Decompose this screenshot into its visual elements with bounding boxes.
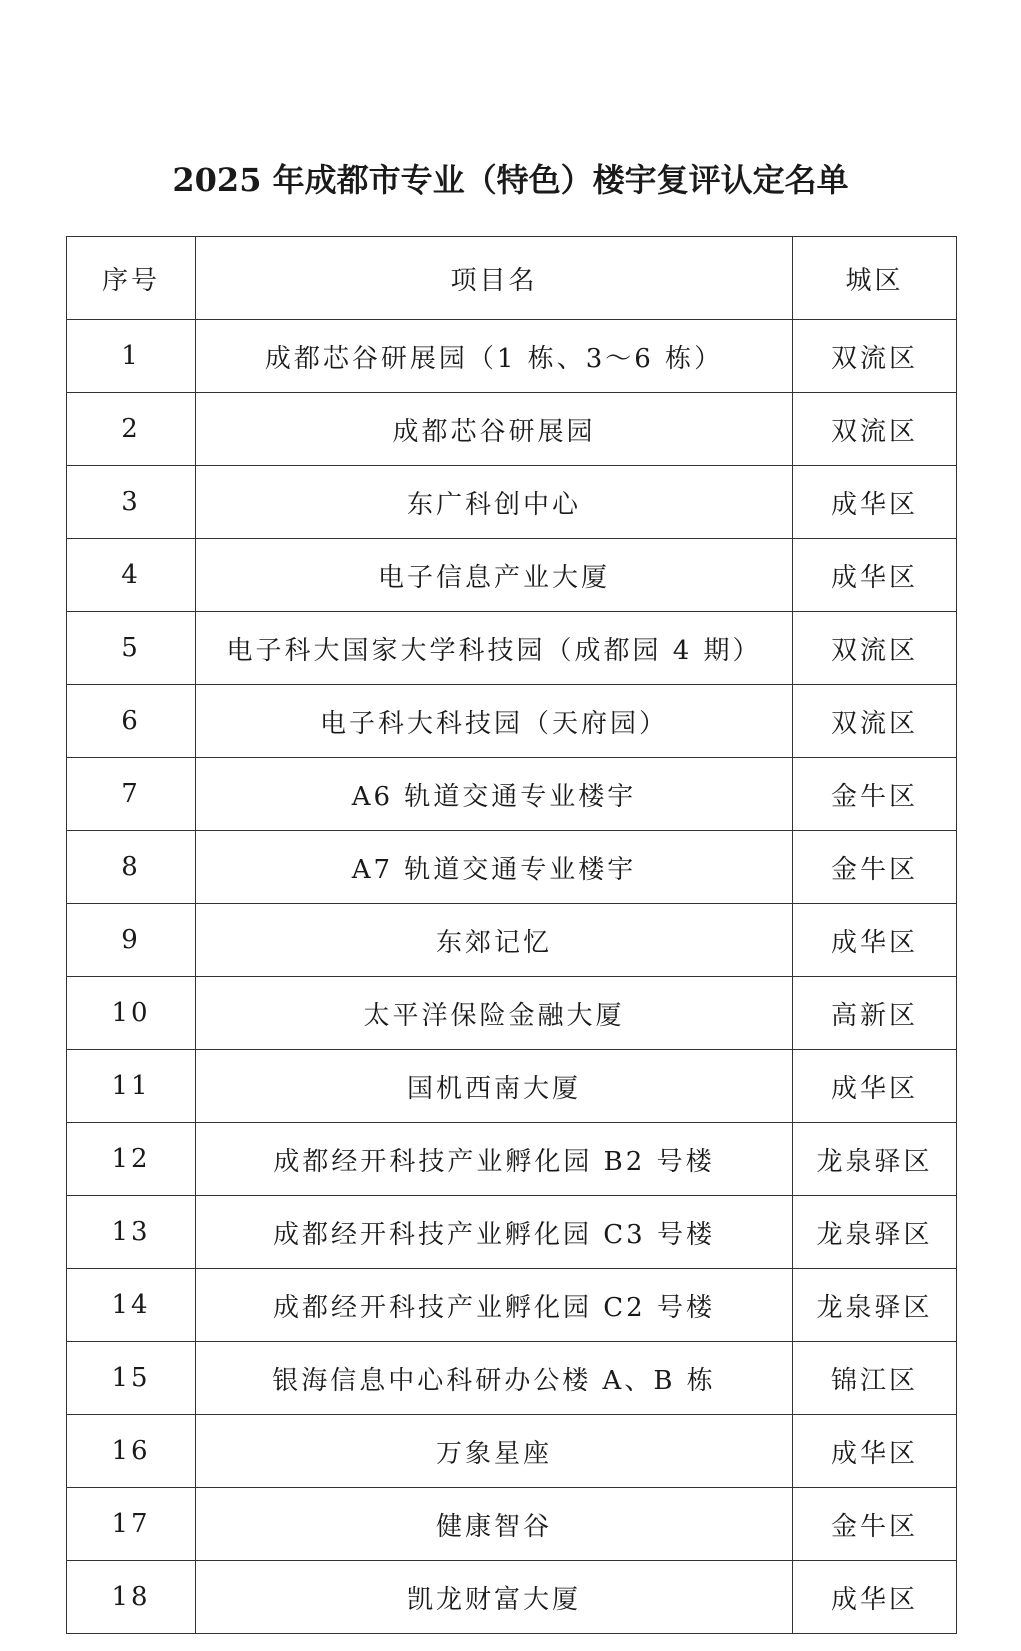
cell-name: 电子科大国家大学科技园（成都园 4 期） [196,612,793,685]
header-row [67,237,957,320]
cell-seq: 12 [67,1123,196,1196]
cell-seq: 9 [67,904,196,977]
table-row [67,904,957,977]
cell-seq: 6 [67,685,196,758]
cell-name: 凯龙财富大厦 [196,1561,793,1634]
cell-district: 金牛区 [793,1488,957,1561]
table-row [67,539,957,612]
cell-seq: 15 [67,1342,196,1415]
cell-name: A7 轨道交通专业楼宇 [196,831,793,904]
cell-name: 国机西南大厦 [196,1050,793,1123]
cell-seq: 5 [67,612,196,685]
table-row [67,1561,957,1634]
cell-district: 成华区 [793,904,957,977]
cell-name: 电子信息产业大厦 [196,539,793,612]
table-row [67,758,957,831]
cell-name: 成都经开科技产业孵化园 B2 号楼 [196,1123,793,1196]
cell-name: 健康智谷 [196,1488,793,1561]
cell-name: 成都芯谷研展园（1 栋、3～6 栋） [196,320,793,393]
cell-district: 龙泉驿区 [793,1196,957,1269]
cell-seq: 7 [67,758,196,831]
header-district: 城区 [793,237,957,320]
table-row [67,1050,957,1123]
cell-district: 双流区 [793,612,957,685]
cell-district: 成华区 [793,466,957,539]
table-row [67,612,957,685]
cell-district: 双流区 [793,685,957,758]
table-row [67,1269,957,1342]
cell-district: 双流区 [793,393,957,466]
table-row [67,977,957,1050]
cell-name: 成都经开科技产业孵化园 C3 号楼 [196,1196,793,1269]
cell-district: 成华区 [793,539,957,612]
cell-district: 龙泉驿区 [793,1269,957,1342]
table-row [67,831,957,904]
cell-seq: 16 [67,1415,196,1488]
cell-name: 成都经开科技产业孵化园 C2 号楼 [196,1269,793,1342]
cell-name: 万象星座 [196,1415,793,1488]
cell-name: 东郊记忆 [196,904,793,977]
cell-district: 成华区 [793,1415,957,1488]
cell-seq: 3 [67,466,196,539]
cell-name: 银海信息中心科研办公楼 A、B 栋 [196,1342,793,1415]
table-row [67,466,957,539]
table-row [67,685,957,758]
cell-district: 成华区 [793,1050,957,1123]
table-row [67,1415,957,1488]
cell-name: A6 轨道交通专业楼宇 [196,758,793,831]
header-seq: 序号 [67,237,196,320]
cell-seq: 10 [67,977,196,1050]
table-row [67,1123,957,1196]
cell-name: 成都芯谷研展园 [196,393,793,466]
cell-seq: 2 [67,393,196,466]
cell-seq: 14 [67,1269,196,1342]
building-list-table [66,236,957,1634]
cell-seq: 8 [67,831,196,904]
cell-district: 龙泉驿区 [793,1123,957,1196]
cell-name: 太平洋保险金融大厦 [196,977,793,1050]
cell-seq: 11 [67,1050,196,1123]
table-header [67,237,957,320]
cell-district: 金牛区 [793,831,957,904]
cell-district: 成华区 [793,1561,957,1634]
header-name: 项目名 [196,237,793,320]
cell-seq: 1 [67,320,196,393]
cell-district: 锦江区 [793,1342,957,1415]
cell-seq: 17 [67,1488,196,1561]
cell-district: 高新区 [793,977,957,1050]
table-row [67,320,957,393]
cell-district: 金牛区 [793,758,957,831]
cell-seq: 13 [67,1196,196,1269]
document-title: 2025 年成都市专业（特色）楼宇复评认定名单 [172,161,849,199]
cell-name: 电子科大科技园（天府园） [196,685,793,758]
table-row [67,1488,957,1561]
table-row [67,1196,957,1269]
cell-seq: 18 [67,1561,196,1634]
table-body [67,320,957,1634]
cell-district: 双流区 [793,320,957,393]
cell-name: 东广科创中心 [196,466,793,539]
table-row [67,393,957,466]
cell-seq: 4 [67,539,196,612]
table-row [67,1342,957,1415]
